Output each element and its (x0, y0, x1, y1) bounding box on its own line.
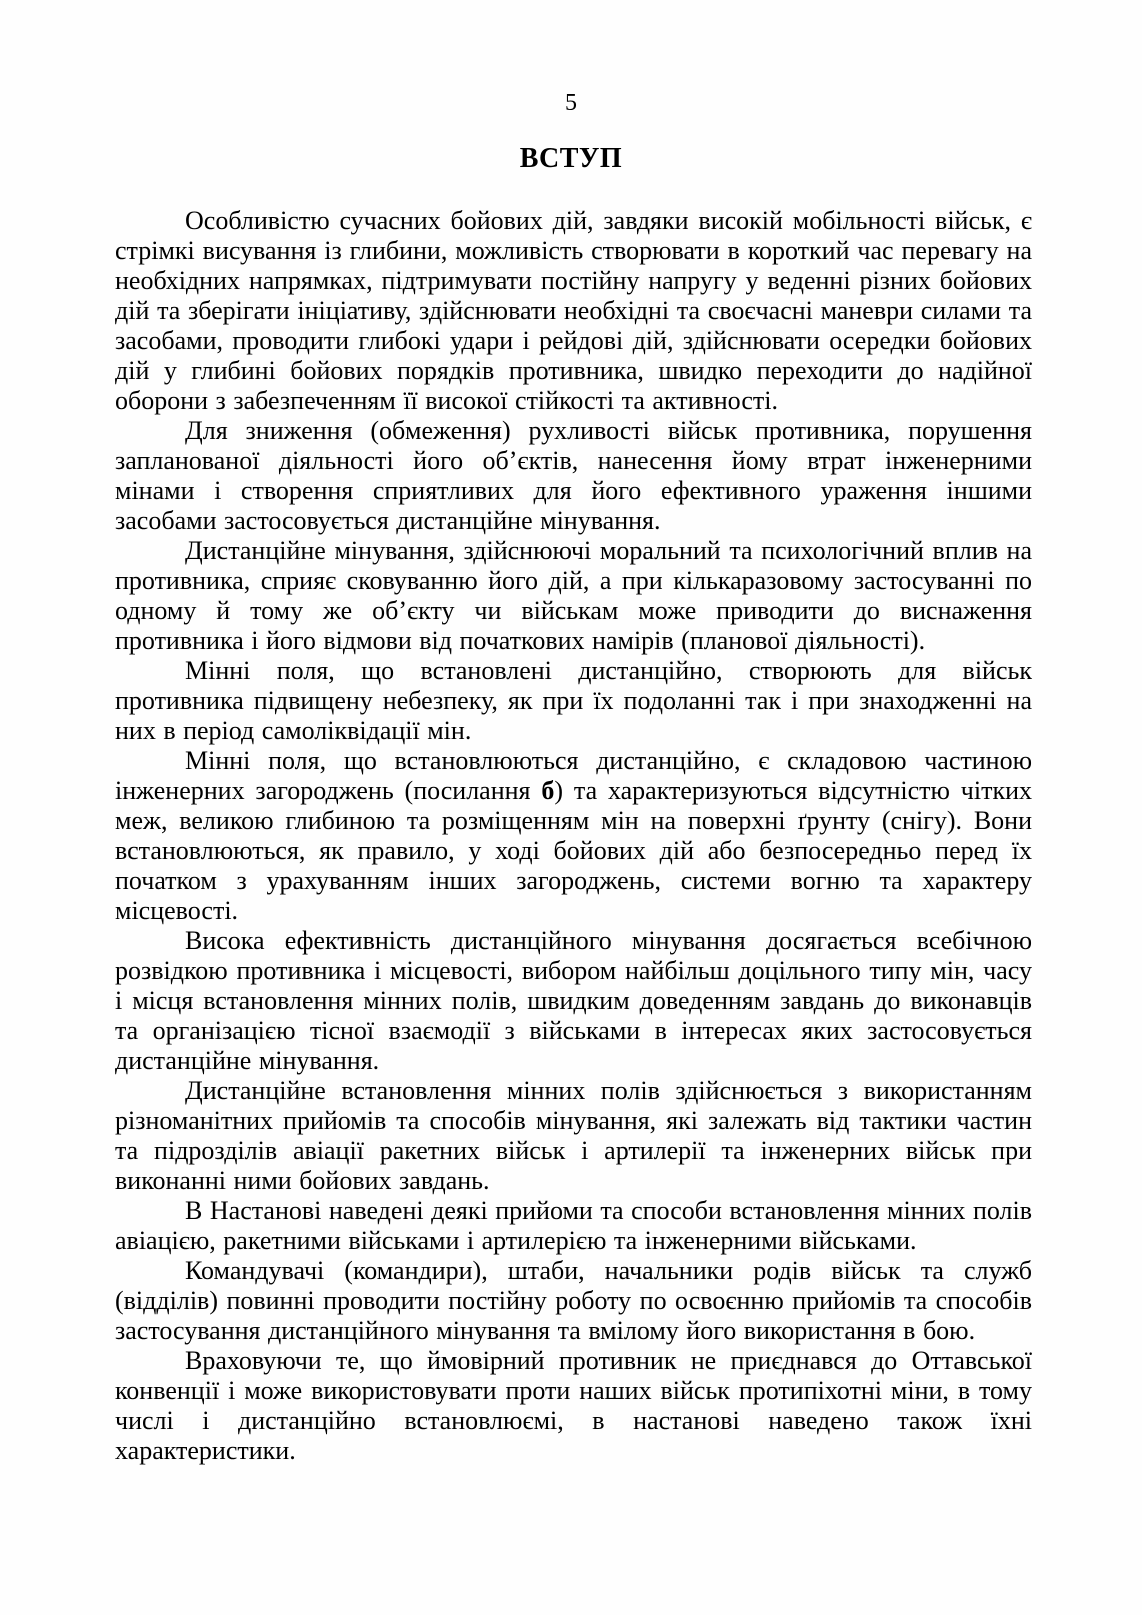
text-run: Дистанційне встановлення мінних полів здійснюється з використанням різноманітних прийомів та способів мінування, які залежать від тактики частин та підрозділів авіації ракетних військ і артилерії та інженерних військ при виконанні ними бойових завдань. (115, 1076, 1032, 1195)
text-run: Висока ефективність дистанційного мінування досягається всебічною розвідкою противника і місцевості, вибором найбільш доцільного типу мін, часу і місця встановлення мінних полів, швидким доведенням завдань до виконавців та організацією тісної взаємодії з військами в інтересах яких застосовується дистанційне мінування. (115, 926, 1032, 1075)
paragraph (115, 206, 1032, 416)
text-run: ) та характеризуються відсутністю чітких меж, великою глибиною та розміщенням мін на поверхні ґрунту (снігу). Вони встановлюються, як правило, у ході бойових дій або безпосередньо перед їх початком з урахуванням інших загороджень, системи вогню та характеру місцевості. (115, 776, 1032, 925)
paragraph (115, 746, 1032, 926)
text-run: Мінні поля, що встановлюються дистанційно, є складовою частиною інженерних загороджень (посилання (115, 746, 1032, 805)
document-body (115, 206, 1032, 1466)
page-title: ВСТУП (519, 143, 623, 174)
paragraph (115, 416, 1032, 536)
text-run-bold: б (541, 776, 555, 805)
text-run: Мінні поля, що встановлені дистанційно, створюють для військ противника підвищену небезпеку, як при їх подоланні так і при знаходженні на них в період самоліквідації мін. (115, 656, 1032, 745)
text-run: Враховуючи те, що ймовірний противник не приєднався до Оттавської конвенції і може використовувати проти наших військ протипіхотні міни, в тому числі і дистанційно встановлюємі, в настанові наведено також їхні характеристики. (115, 1346, 1032, 1465)
text-run: В Настанові наведені деякі прийоми та способи встановлення мінних полів авіацією, ракетними військами і артилерією та інженерними військами. (115, 1196, 1032, 1255)
paragraph (115, 926, 1032, 1076)
text-run: Командувачі (командири), штаби, начальники родів військ та служб (відділів) повинні проводити постійну роботу по освоєнню прийомів та способів застосування дистанційного мінування та вмілому його використання в бою. (115, 1256, 1032, 1345)
paragraph (115, 1076, 1032, 1196)
paragraph (115, 536, 1032, 656)
paragraph (115, 656, 1032, 746)
paragraph (115, 1346, 1032, 1466)
text-run: Особливістю сучасних бойових дій, завдяки високій мобільності військ, є стрімкі висування із глибини, можливість створювати в короткий час перевагу на необхідних напрямках, підтримувати постійну напругу у веденні різних бойових дій та зберігати ініціативу, здійснювати необхідні та своєчасні маневри силами та засобами, проводити глибокі удари і рейдові дій, здійснювати осередки бойових дій у глибині бойових порядків противника, швидко переходити до надійної оборони з забезпеченням її високої стійкості та активності. (115, 206, 1032, 415)
page-number: 5 (565, 90, 577, 116)
text-run: Дистанційне мінування, здійснюючі моральний та психологічний вплив на противника, сприяє сковуванню його дій, а при кількаразовому застосуванні по одному й тому же об’єкту чи військам може приводити до виснаження противника і його відмови від початкових намірів (планової діяльності). (115, 536, 1032, 655)
paragraph (115, 1256, 1032, 1346)
text-run: Для зниження (обмеження) рухливості військ противника, порушення запланованої діяльності його об’єктів, нанесення йому втрат інженерними мінами і створення сприятливих для його ефективного ураження іншими засобами застосовується дистанційне мінування. (115, 416, 1032, 535)
paragraph (115, 1196, 1032, 1256)
